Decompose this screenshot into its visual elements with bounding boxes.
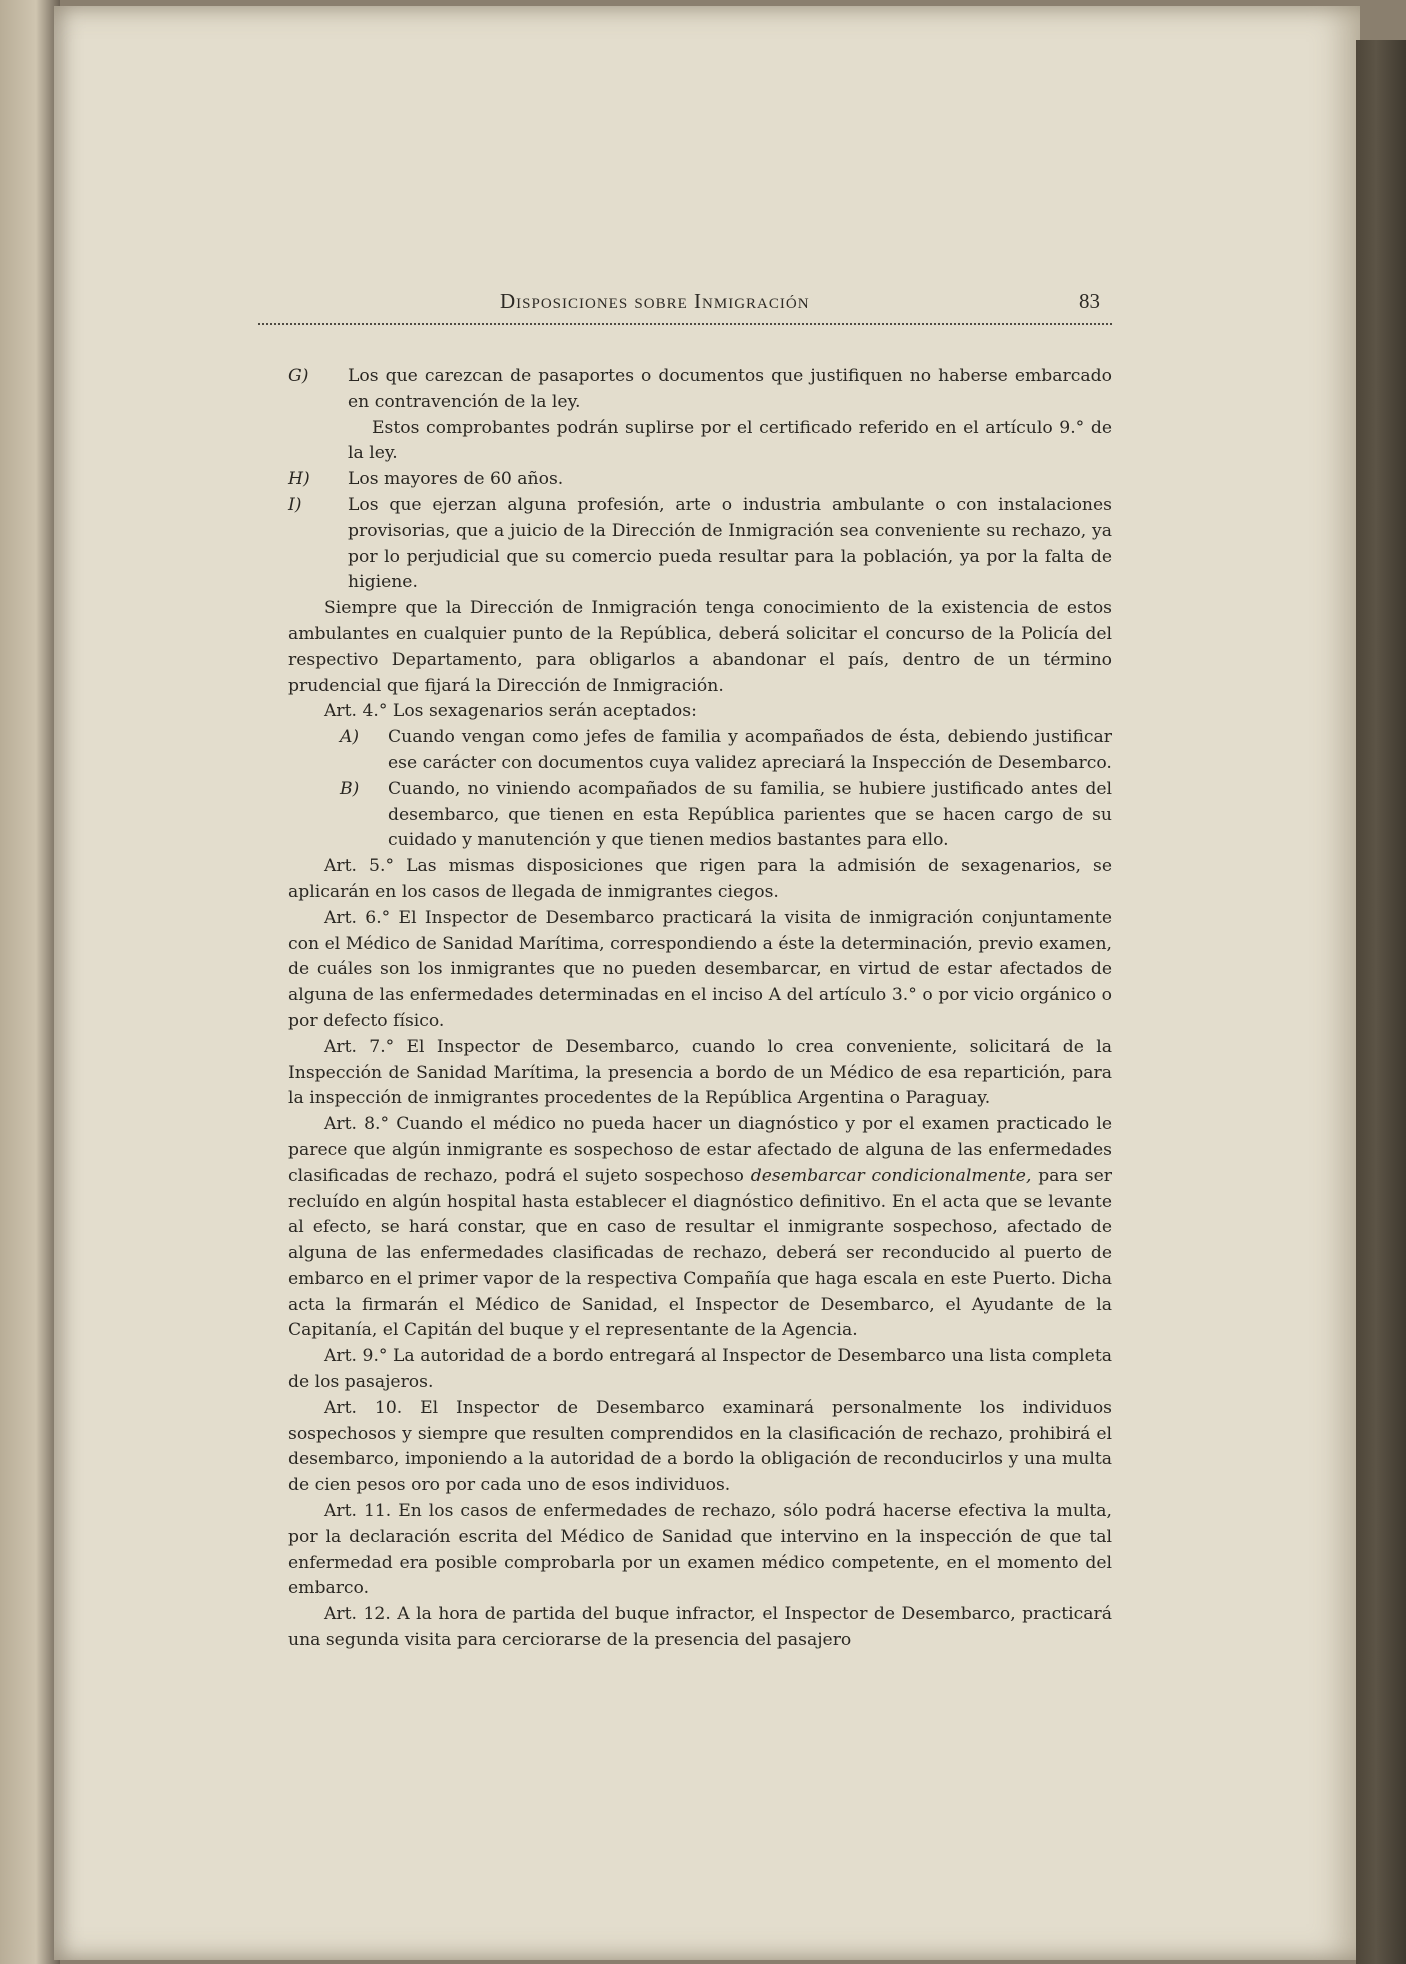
- adjacent-page-edge: [0, 0, 60, 1964]
- article-4-intro: Art. 4.° Los sexagenarios serán aceptados:: [324, 701, 697, 722]
- list-item-h: [288, 467, 1112, 493]
- article-5: Art. 5.° Las mismas disposiciones que rigen para la admisión de sexagenarios, se aplicarán en los casos de llegada de inmigrantes ciegos.: [288, 856, 1112, 902]
- page-number: 83: [1079, 289, 1100, 313]
- item-label: H): [288, 469, 310, 490]
- article-10: Art. 10. El Inspector de Desembarco examinará personalmente los individuos sospechosos y siempre que resulten comprendidos en la clasificación de rechazo, prohibirá el desembarco, imponiendo a la autoridad de a bordo la obligación de reconducirlos y una multa de cien pesos oro por cada uno de esos individuos.: [288, 1397, 1112, 1496]
- item-text: Los que carezcan de pasaportes o documentos que justifiquen no haberse embarcado en contravención de la ley.: [348, 366, 1112, 412]
- article-9: Art. 9.° La autoridad de a bordo entregará al Inspector de Desembarco una lista completa de los pasajeros.: [288, 1346, 1112, 1393]
- item-text: Los que ejerzan alguna profesión, arte o industria ambulante o con instalaciones provisorias, que a juicio de la Dirección de Inmigración sea conveniente su rechazo, ya por lo perjudicial que su comercio pueda resultar para la población, ya por la falta de higiene.: [348, 494, 1112, 593]
- article-8-text-start: Art. 8.° Cuando el médico no pueda hacer un diagnóstico y por el examen practicado le parece que algún inmigrante es sospechoso de estar afectado de alguna de las enfermedades clasificadas de rechazo, podrá el sujeto sospechoso: [288, 1114, 1112, 1186]
- page-body: [288, 364, 1112, 1654]
- item-label: G): [288, 366, 309, 386]
- article-7: Art. 7.° El Inspector de Desembarco, cuando lo crea conveniente, solicitará de la Inspección de Sanidad Marítima, la presencia a bordo de un Médico de esa repartición, para la inspección de inmigrantes procedentes de la República Argentina o Paraguay.: [288, 1036, 1112, 1109]
- item-label: [288, 416, 348, 468]
- article-11: Art. 11. En los casos de enfermedades de rechazo, sólo podrá hacerse efectiva la multa, por la declaración escrita del Médico de Sanidad que intervino en la inspección de que tal enfermedad era posible comprobarla por un examen médico competente, en el momento del embarco.: [288, 1501, 1112, 1599]
- item-text: Cuando vengan como jefes de familia y acompañados de ésta, debiendo justificar ese carácter con documentos cuya validez apreciará la Inspección de Desembarco.: [388, 727, 1112, 773]
- article-4-item-a: [288, 725, 1112, 777]
- header-rule: [258, 323, 1112, 325]
- article-6: Art. 6.° El Inspector de Desembarco practicará la visita de inmigración conjuntamente con el Médico de Sanidad Marítima, correspondiendo a éste la determinación, previo examen, de cuáles son los inmigrantes que no pueden desembarcar, en virtud de estar afectados de alguna de las enfermedades determinadas en el inciso A del artículo 3.° o por vicio orgánico o por defecto físico.: [288, 907, 1112, 1031]
- item-label: I): [288, 494, 302, 515]
- article-8-italic: desembarcar condicionalmente,: [750, 1165, 1032, 1186]
- running-title: Disposiciones sobre Inmigración: [500, 289, 810, 313]
- article-4-item-b: [288, 777, 1112, 854]
- item-label: B): [340, 778, 360, 799]
- item-text: Cuando, no viniendo acompañados de su familia, se hubiere justificado antes del desembarco, que tienen en esta República parientes que se hacen cargo de su cuidado y manutención y que tienen medios bastantes para ello.: [388, 778, 1112, 851]
- list-item-note: [288, 416, 1112, 468]
- article-8-text-end: para ser recluído en algún hospital hasta establecer el diagnóstico definitivo. En el acta que se levante al efecto, se hará constar, que en caso de resultar el inmigrante sospechoso, afectado de alguna de las enfermedades clasificadas de rechazo, deberá ser reconducido al puerto de embarco en el primer vapor de la respectiva Compañía que haga escala en este Puerto. Dicha acta la firmarán el Médico de Sanidad, el Inspector de Desembarco, el Ayudante de la Capitanía, el Capitán del buque y el representante de la Agencia.: [288, 1165, 1113, 1341]
- book-binding-edge: [1356, 40, 1406, 1964]
- article-12: Art. 12. A la hora de partida del buque infractor, el Inspector de Desembarco, practicará una segunda visita para cerciorarse de la presencia del pasajero: [288, 1604, 1112, 1651]
- list-item-g: [288, 364, 1112, 416]
- list-item-i: [288, 493, 1112, 596]
- article-8: [288, 1112, 1112, 1344]
- paragraph-siempre: Siempre que la Dirección de Inmigración tenga conocimiento de la existencia de estos ambulantes en cualquier punto de la República, deberá solicitar el concurso de la Policía del respectivo Departamento, para obligarlos a abandonar el país, dentro de un término prudencial que fijará la Dirección de Inmigración.: [288, 598, 1112, 696]
- item-text: Los mayores de 60 años.: [348, 469, 564, 490]
- running-header: [500, 289, 1100, 317]
- item-label: A): [340, 727, 360, 748]
- item-text: Estos comprobantes podrán suplirse por el certificado referido en el artículo 9.° de la ley.: [348, 417, 1112, 464]
